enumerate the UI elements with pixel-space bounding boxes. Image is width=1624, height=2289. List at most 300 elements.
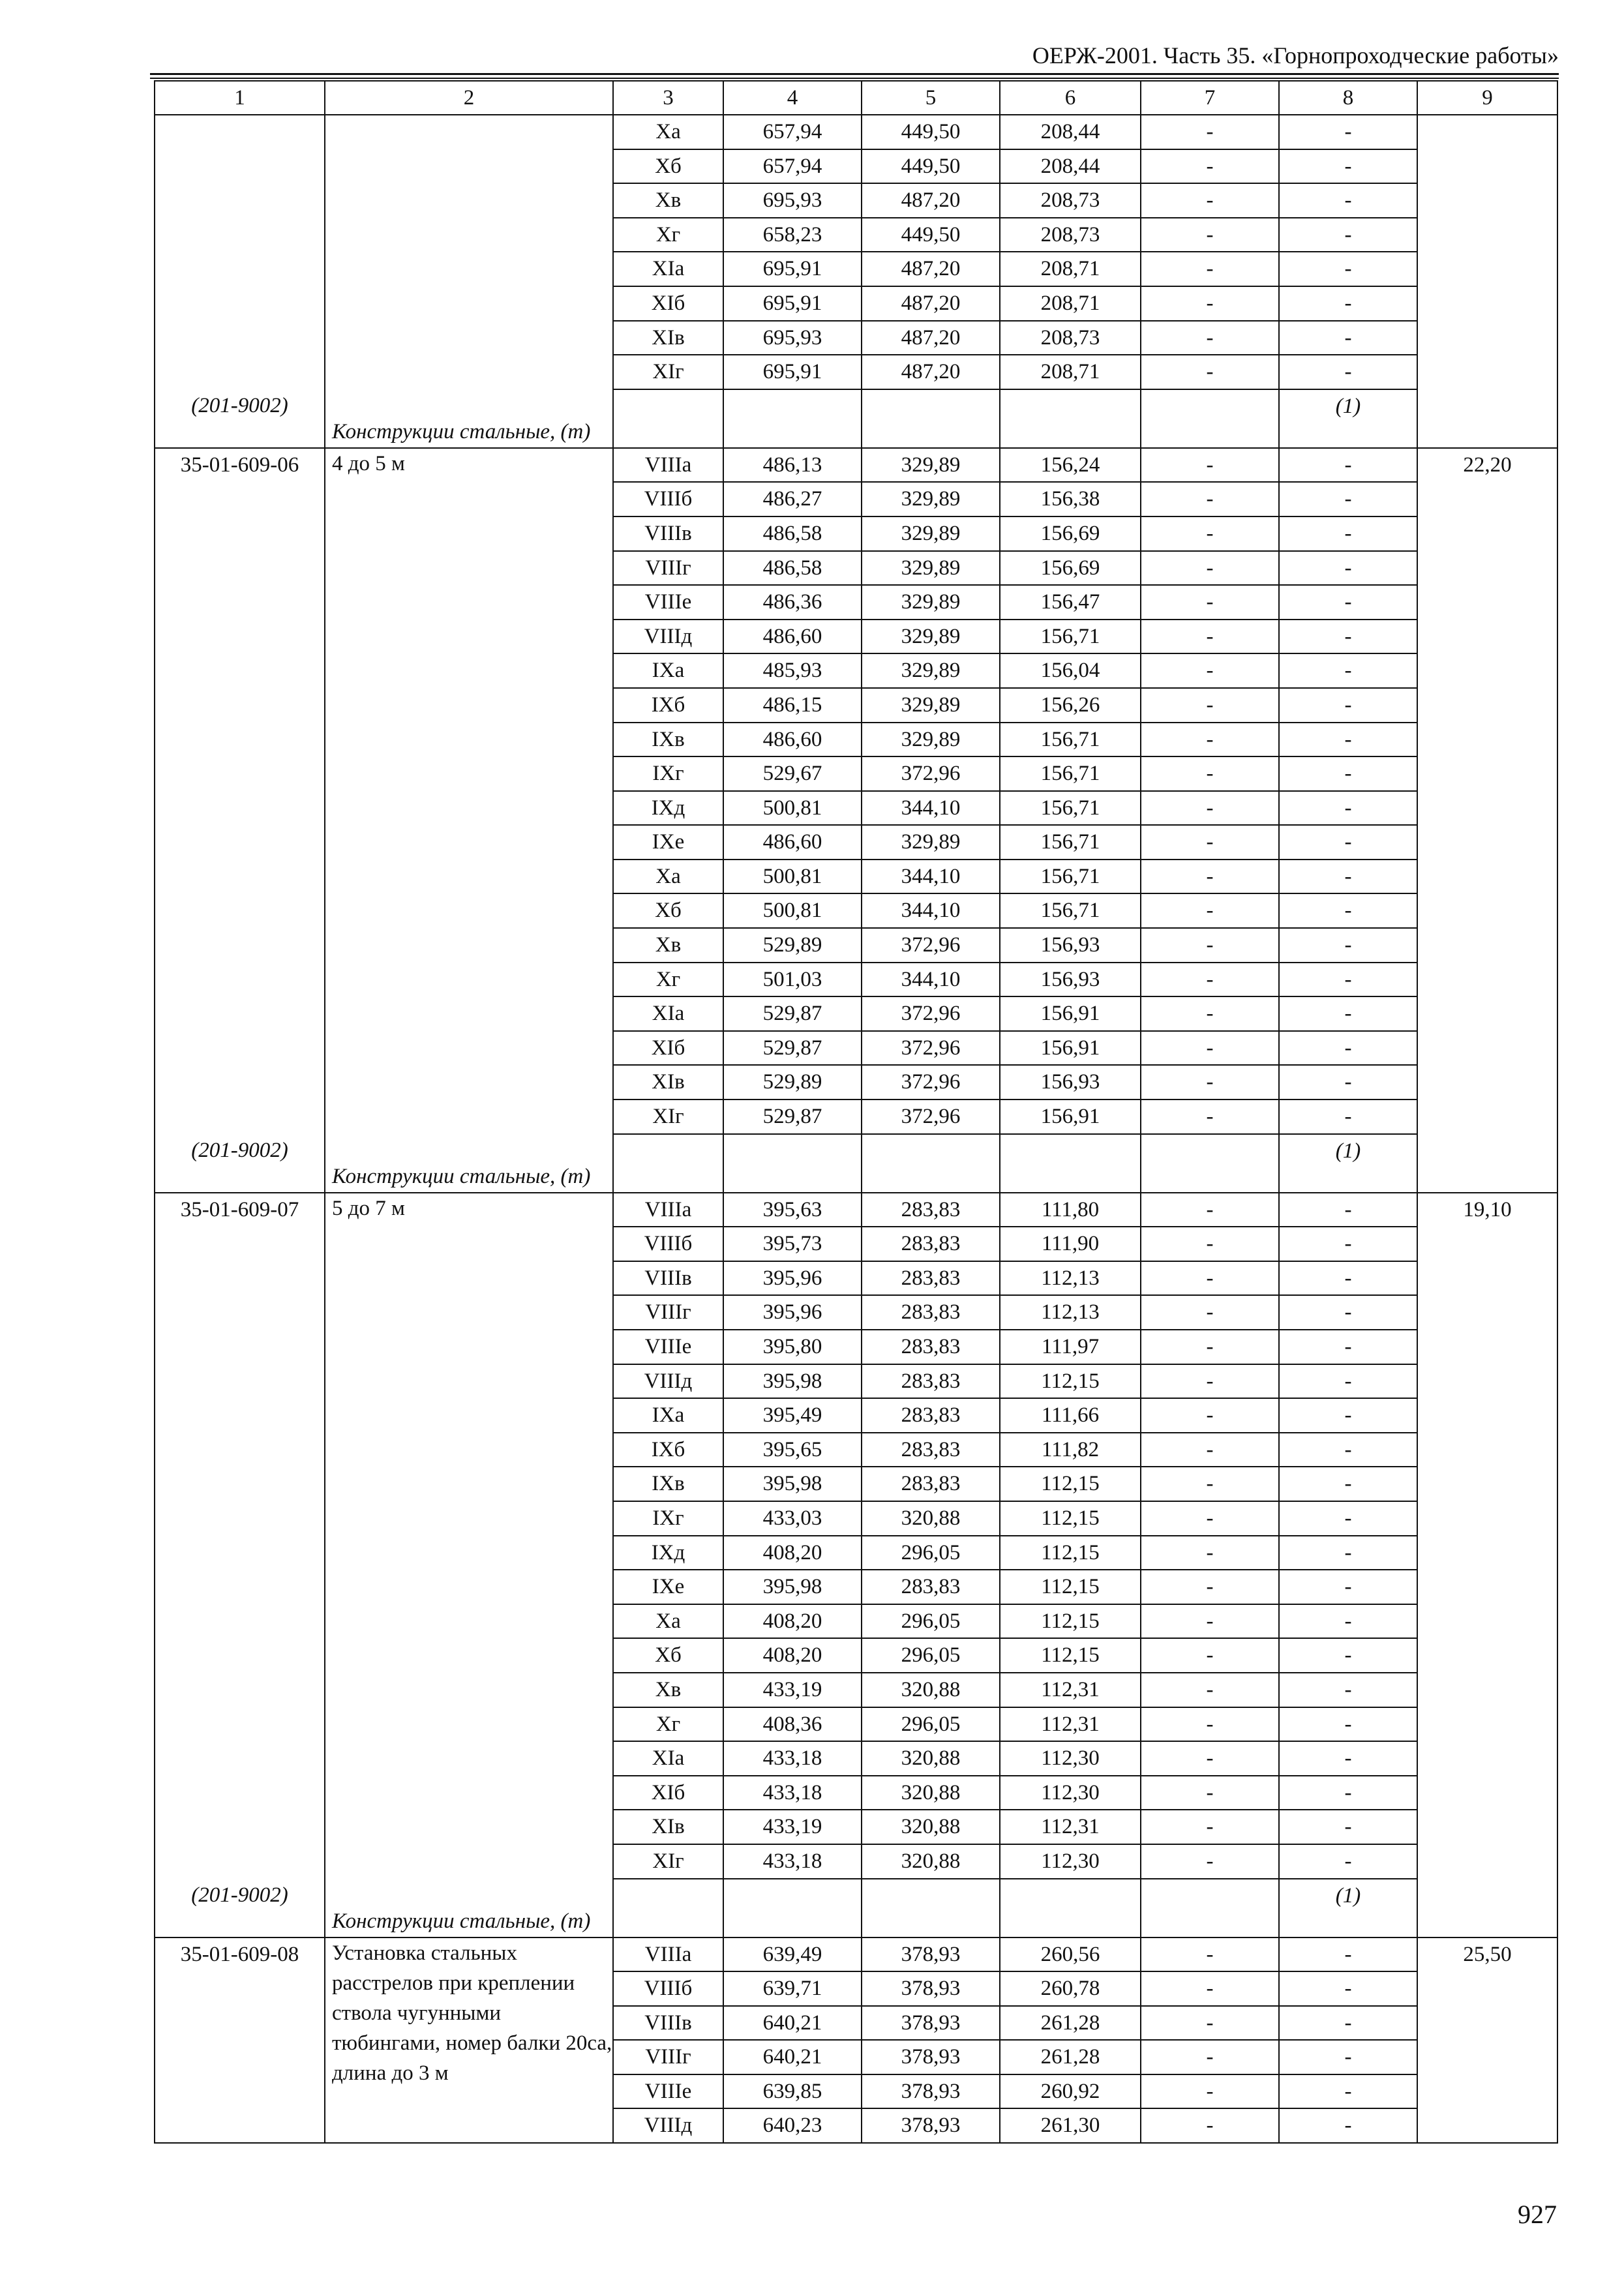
table-cell-c8: - bbox=[1279, 860, 1417, 894]
table-cell-c4: 485,93 bbox=[723, 653, 862, 688]
table-cell-c4: 529,87 bbox=[723, 1100, 862, 1134]
table-cell-c7: - bbox=[1141, 1971, 1279, 2006]
table-cell-c6: 208,73 bbox=[1000, 218, 1141, 252]
table-cell-c3: Xа bbox=[613, 1604, 723, 1639]
table-cell-c6: 156,71 bbox=[1000, 860, 1141, 894]
table-cell-c4: 486,58 bbox=[723, 516, 862, 551]
table-cell-c6: 208,71 bbox=[1000, 252, 1141, 286]
entry-name-cell bbox=[325, 1937, 613, 2144]
table-cell-c6: 156,71 bbox=[1000, 825, 1141, 860]
table-cell-c8: - bbox=[1279, 286, 1417, 321]
table-cell-c8: - bbox=[1279, 551, 1417, 586]
table-cell-c8: - bbox=[1279, 1604, 1417, 1639]
entry-rate-cell: 19,10 bbox=[1417, 1193, 1557, 1937]
table-cell-c4: 640,21 bbox=[723, 2006, 862, 2041]
table-cell-c3: XIв bbox=[613, 1810, 723, 1844]
table-cell-c3: XIа bbox=[613, 996, 723, 1031]
table-cell-c7: - bbox=[1141, 620, 1279, 654]
table-cell-c3: XIг bbox=[613, 1100, 723, 1134]
table-cell-c7: - bbox=[1141, 551, 1279, 586]
column-number: 4 bbox=[723, 81, 862, 115]
table-cell-c8: - bbox=[1279, 2040, 1417, 2074]
column-number: 3 bbox=[613, 81, 723, 115]
table-cell-c5: 320,88 bbox=[862, 1810, 1000, 1844]
table-cell-c6: 156,71 bbox=[1000, 723, 1141, 757]
table-cell-c5: 329,89 bbox=[862, 482, 1000, 516]
table-cell-c6: 260,92 bbox=[1000, 2074, 1141, 2109]
table-cell-c3: IXг bbox=[613, 756, 723, 791]
entry-rate-cell bbox=[1417, 115, 1557, 448]
table-cell-c3: XIб bbox=[613, 286, 723, 321]
table-cell-c7: - bbox=[1141, 1707, 1279, 1742]
table-cell-c8: - bbox=[1279, 1227, 1417, 1261]
table-cell-c7: - bbox=[1141, 1100, 1279, 1134]
table-cell-c6: 156,47 bbox=[1000, 585, 1141, 620]
table-cell-c3: Xг bbox=[613, 963, 723, 997]
table-cell-c6: 111,80 bbox=[1000, 1193, 1141, 1227]
table-cell-c6: 112,15 bbox=[1000, 1536, 1141, 1570]
table-cell-c6: 111,82 bbox=[1000, 1433, 1141, 1467]
table-cell-c8: - bbox=[1279, 1330, 1417, 1364]
table-cell-c6: 112,15 bbox=[1000, 1604, 1141, 1639]
table-cell-c7: - bbox=[1141, 1193, 1279, 1227]
table-cell-c5: 344,10 bbox=[862, 963, 1000, 997]
table-cell-empty bbox=[862, 1879, 1000, 1937]
table-cell-c4: 486,27 bbox=[723, 482, 862, 516]
table-cell-c6: 156,71 bbox=[1000, 756, 1141, 791]
table-cell-c7: - bbox=[1141, 893, 1279, 928]
table-cell-c7: - bbox=[1141, 1844, 1279, 1879]
table-cell-c5: 296,05 bbox=[862, 1638, 1000, 1673]
table-cell-c4: 395,73 bbox=[723, 1227, 862, 1261]
price-table bbox=[154, 80, 1558, 2144]
table-cell-c7: - bbox=[1141, 1330, 1279, 1364]
table-cell-c7: - bbox=[1141, 183, 1279, 218]
table-cell-c7: - bbox=[1141, 791, 1279, 826]
table-cell-c4: 395,80 bbox=[723, 1330, 862, 1364]
table-cell-c5: 329,89 bbox=[862, 653, 1000, 688]
table-cell-c3: XIв bbox=[613, 321, 723, 355]
construction-name: Конструкции стальные, (т) bbox=[332, 419, 591, 443]
entry-name-cell bbox=[325, 115, 613, 448]
table-cell-c4: 408,20 bbox=[723, 1604, 862, 1639]
table-cell-c4: 695,93 bbox=[723, 183, 862, 218]
table-cell-c5: 487,20 bbox=[862, 355, 1000, 389]
table-cell-c7: - bbox=[1141, 860, 1279, 894]
table-cell-c6: 156,69 bbox=[1000, 551, 1141, 586]
table-cell-c8: - bbox=[1279, 1261, 1417, 1296]
table-cell-c6: 156,93 bbox=[1000, 1065, 1141, 1100]
table-cell-c8: - bbox=[1279, 115, 1417, 149]
table-cell-c3: Xв bbox=[613, 183, 723, 218]
table-cell-c5: 283,83 bbox=[862, 1570, 1000, 1604]
table-cell-empty bbox=[613, 1134, 723, 1193]
construction-code: (201-9002) bbox=[191, 394, 288, 418]
table-cell-c3: XIб bbox=[613, 1776, 723, 1810]
table-cell-c3: XIа bbox=[613, 1741, 723, 1776]
column-number: 7 bbox=[1141, 81, 1279, 115]
table-cell-c3: Xб bbox=[613, 893, 723, 928]
table-cell-c4: 640,21 bbox=[723, 2040, 862, 2074]
table-cell-c4: 695,91 bbox=[723, 355, 862, 389]
table-cell-c6: 156,91 bbox=[1000, 1031, 1141, 1066]
table-cell-c5: 378,93 bbox=[862, 2108, 1000, 2143]
table-cell-c4: 408,20 bbox=[723, 1638, 862, 1673]
table-cell-c5: 372,96 bbox=[862, 928, 1000, 963]
entry-name-cell bbox=[325, 1193, 613, 1937]
column-number: 9 bbox=[1417, 81, 1557, 115]
construction-name: Конструкции стальные, (т) bbox=[332, 1164, 591, 1188]
table-cell-c4: 639,49 bbox=[723, 1937, 862, 1972]
table-cell-c5: 344,10 bbox=[862, 860, 1000, 894]
table-cell-c6: 260,78 bbox=[1000, 1971, 1141, 2006]
table-cell-c5: 449,50 bbox=[862, 115, 1000, 149]
table-cell-c8: - bbox=[1279, 1193, 1417, 1227]
table-cell-c8: - bbox=[1279, 2108, 1417, 2143]
table-cell-c3: Xв bbox=[613, 928, 723, 963]
table-cell-c3: XIв bbox=[613, 1065, 723, 1100]
table-cell-c4: 395,98 bbox=[723, 1364, 862, 1399]
table-cell-c4: 395,96 bbox=[723, 1261, 862, 1296]
table-cell-c8: - bbox=[1279, 1810, 1417, 1844]
table-cell-c8: - bbox=[1279, 1433, 1417, 1467]
table-cell-empty bbox=[1141, 1134, 1279, 1193]
table-cell-c8: - bbox=[1279, 1570, 1417, 1604]
table-cell-c8: - bbox=[1279, 321, 1417, 355]
table-cell-empty bbox=[862, 1134, 1000, 1193]
table-cell-c5: 372,96 bbox=[862, 756, 1000, 791]
table-cell-empty bbox=[613, 1879, 723, 1937]
table-cell-c3: XIг bbox=[613, 1844, 723, 1879]
table-cell-c8: - bbox=[1279, 963, 1417, 997]
table-cell-c7: - bbox=[1141, 1364, 1279, 1399]
table-cell-c7: - bbox=[1141, 115, 1279, 149]
table-cell-c5: 487,20 bbox=[862, 321, 1000, 355]
table-cell-c4: 395,63 bbox=[723, 1193, 862, 1227]
table-cell-c4: 640,23 bbox=[723, 2108, 862, 2143]
table-cell-c7: - bbox=[1141, 1398, 1279, 1433]
table-cell-empty bbox=[723, 1879, 862, 1937]
table-cell-c6: 156,26 bbox=[1000, 688, 1141, 723]
table-cell-c8: - bbox=[1279, 1707, 1417, 1742]
table-cell-c7: - bbox=[1141, 482, 1279, 516]
table-cell-c5: 283,83 bbox=[862, 1467, 1000, 1501]
column-number: 1 bbox=[155, 81, 325, 115]
entry-code-cell bbox=[155, 1937, 325, 2144]
table-cell-c7: - bbox=[1141, 1065, 1279, 1100]
table-cell-c8: - bbox=[1279, 1638, 1417, 1673]
entry-name: 4 до 5 м bbox=[332, 451, 405, 475]
table-cell-c5: 329,89 bbox=[862, 516, 1000, 551]
table-cell-c5: 283,83 bbox=[862, 1261, 1000, 1296]
table-cell-c4: 486,13 bbox=[723, 448, 862, 483]
table-cell-c6: 156,91 bbox=[1000, 1100, 1141, 1134]
table-cell-c3: IXб bbox=[613, 1433, 723, 1467]
table-cell-c6: 261,28 bbox=[1000, 2006, 1141, 2041]
construction-code: (201-9002) bbox=[191, 1139, 288, 1163]
table-cell-c8: - bbox=[1279, 653, 1417, 688]
table-cell-c8: - bbox=[1279, 1065, 1417, 1100]
table-cell-c4: 486,60 bbox=[723, 620, 862, 654]
table-cell-c6: 111,90 bbox=[1000, 1227, 1141, 1261]
table-cell-c4: 501,03 bbox=[723, 963, 862, 997]
column-number: 2 bbox=[325, 81, 613, 115]
table-cell-c3: Xа bbox=[613, 860, 723, 894]
table-cell-c8: - bbox=[1279, 1031, 1417, 1066]
table-cell-c6: 261,30 bbox=[1000, 2108, 1141, 2143]
table-cell-c6: 112,15 bbox=[1000, 1638, 1141, 1673]
table-cell-c3: VIIIг bbox=[613, 1295, 723, 1330]
table-cell-c6: 156,38 bbox=[1000, 482, 1141, 516]
table-cell-c3: VIIIд bbox=[613, 1364, 723, 1399]
table-cell-c6: 156,91 bbox=[1000, 996, 1141, 1031]
table-cell-empty bbox=[613, 389, 723, 448]
table-cell-c3: VIIIв bbox=[613, 1261, 723, 1296]
table-cell-c5: 372,96 bbox=[862, 1031, 1000, 1066]
table-cell-c4: 529,67 bbox=[723, 756, 862, 791]
table-cell-c3: IXв bbox=[613, 723, 723, 757]
table-cell-c5: 296,05 bbox=[862, 1604, 1000, 1639]
table-row bbox=[155, 448, 1557, 483]
table-cell-c4: 395,98 bbox=[723, 1467, 862, 1501]
table-cell-c5: 372,96 bbox=[862, 996, 1000, 1031]
table-cell-c4: 695,93 bbox=[723, 321, 862, 355]
table-cell-c3: IXд bbox=[613, 1536, 723, 1570]
table-cell-c8: - bbox=[1279, 482, 1417, 516]
table-cell-c7: - bbox=[1141, 1536, 1279, 1570]
table-cell-c7: - bbox=[1141, 448, 1279, 483]
table-cell-c5: 329,89 bbox=[862, 551, 1000, 586]
construction-note: (1) bbox=[1279, 1134, 1417, 1193]
entry-name-cell bbox=[325, 448, 613, 1193]
table-cell-c3: VIIIа bbox=[613, 1193, 723, 1227]
table-cell-c8: - bbox=[1279, 355, 1417, 389]
table-cell-c5: 344,10 bbox=[862, 791, 1000, 826]
table-cell-c7: - bbox=[1141, 1810, 1279, 1844]
table-cell-empty bbox=[1000, 1134, 1141, 1193]
table-cell-c3: IXв bbox=[613, 1467, 723, 1501]
entry-name: Установка стальных расстрелов при креплении ствола чугунными тюбингами, номер балки 20са, длина до 3 м bbox=[332, 1941, 612, 2085]
entry-rate-cell: 22,20 bbox=[1417, 448, 1557, 1193]
table-cell-c4: 695,91 bbox=[723, 286, 862, 321]
page-number: 927 bbox=[1518, 2200, 1557, 2229]
construction-code: (201-9002) bbox=[191, 1883, 288, 1907]
table-cell-c4: 500,81 bbox=[723, 893, 862, 928]
table-cell-c5: 378,93 bbox=[862, 2006, 1000, 2041]
table-cell-c8: - bbox=[1279, 252, 1417, 286]
table-cell-c7: - bbox=[1141, 928, 1279, 963]
table-cell-c8: - bbox=[1279, 1937, 1417, 1972]
table-cell-c6: 111,97 bbox=[1000, 1330, 1141, 1364]
table-cell-empty bbox=[723, 389, 862, 448]
table-cell-c8: - bbox=[1279, 1295, 1417, 1330]
table-cell-c3: IXд bbox=[613, 791, 723, 826]
table-cell-c4: 657,94 bbox=[723, 115, 862, 149]
table-cell-c5: 449,50 bbox=[862, 218, 1000, 252]
table-row bbox=[155, 1193, 1557, 1227]
table-cell-c7: - bbox=[1141, 1604, 1279, 1639]
table-cell-c6: 112,15 bbox=[1000, 1570, 1141, 1604]
table-cell-c4: 529,89 bbox=[723, 928, 862, 963]
table-cell-c6: 112,31 bbox=[1000, 1707, 1141, 1742]
table-cell-c3: VIIIв bbox=[613, 2006, 723, 2041]
table-cell-c7: - bbox=[1141, 1937, 1279, 1972]
table-cell-c3: IXг bbox=[613, 1501, 723, 1536]
table-cell-c5: 283,83 bbox=[862, 1295, 1000, 1330]
table-cell-c8: - bbox=[1279, 183, 1417, 218]
header-rule-top bbox=[150, 73, 1559, 75]
table-cell-c8: - bbox=[1279, 825, 1417, 860]
table-cell-c4: 408,36 bbox=[723, 1707, 862, 1742]
table-cell-c8: - bbox=[1279, 756, 1417, 791]
table-cell-c7: - bbox=[1141, 1673, 1279, 1707]
column-number: 8 bbox=[1279, 81, 1417, 115]
table-cell-c4: 486,58 bbox=[723, 551, 862, 586]
table-cell-c4: 433,19 bbox=[723, 1673, 862, 1707]
table-cell-c8: - bbox=[1279, 620, 1417, 654]
table-cell-c7: - bbox=[1141, 756, 1279, 791]
table-cell-c8: - bbox=[1279, 585, 1417, 620]
table-cell-empty bbox=[723, 1134, 862, 1193]
table-cell-c8: - bbox=[1279, 723, 1417, 757]
table-cell-c8: - bbox=[1279, 928, 1417, 963]
table-cell-c7: - bbox=[1141, 1467, 1279, 1501]
table-cell-c7: - bbox=[1141, 252, 1279, 286]
table-cell-c5: 296,05 bbox=[862, 1707, 1000, 1742]
table-cell-c4: 529,87 bbox=[723, 996, 862, 1031]
table-cell-c8: - bbox=[1279, 1776, 1417, 1810]
entry-code-cell bbox=[155, 448, 325, 1193]
table-cell-c6: 208,44 bbox=[1000, 115, 1141, 149]
table-cell-c3: VIIIв bbox=[613, 516, 723, 551]
table-cell-c6: 112,15 bbox=[1000, 1364, 1141, 1399]
table-cell-c3: VIIIа bbox=[613, 1937, 723, 1972]
table-cell-c4: 657,94 bbox=[723, 149, 862, 184]
table-cell-c7: - bbox=[1141, 2074, 1279, 2109]
table-cell-c4: 395,96 bbox=[723, 1295, 862, 1330]
table-cell-c8: - bbox=[1279, 1844, 1417, 1879]
table-cell-c4: 433,18 bbox=[723, 1741, 862, 1776]
entry-code-cell bbox=[155, 115, 325, 448]
table-cell-c7: - bbox=[1141, 1741, 1279, 1776]
table-cell-c4: 639,85 bbox=[723, 2074, 862, 2109]
table-cell-c3: IXе bbox=[613, 825, 723, 860]
table-cell-c8: - bbox=[1279, 2074, 1417, 2109]
table-cell-c3: VIIIа bbox=[613, 448, 723, 483]
table-cell-c3: IXа bbox=[613, 653, 723, 688]
table-cell-c5: 320,88 bbox=[862, 1776, 1000, 1810]
table-cell-c4: 639,71 bbox=[723, 1971, 862, 2006]
table-cell-c3: VIIIе bbox=[613, 2074, 723, 2109]
table-cell-c5: 283,83 bbox=[862, 1364, 1000, 1399]
table-cell-c7: - bbox=[1141, 653, 1279, 688]
table-cell-c3: IXа bbox=[613, 1398, 723, 1433]
table-cell-c6: 112,31 bbox=[1000, 1810, 1141, 1844]
table-cell-c6: 208,73 bbox=[1000, 321, 1141, 355]
table-cell-c8: - bbox=[1279, 2006, 1417, 2041]
table-cell-c6: 112,15 bbox=[1000, 1501, 1141, 1536]
table-cell-c8: - bbox=[1279, 1741, 1417, 1776]
construction-note: (1) bbox=[1279, 1879, 1417, 1937]
table-cell-c6: 156,71 bbox=[1000, 620, 1141, 654]
table-cell-c6: 111,66 bbox=[1000, 1398, 1141, 1433]
table-cell-c5: 283,83 bbox=[862, 1433, 1000, 1467]
table-cell-c8: - bbox=[1279, 149, 1417, 184]
table-cell-c5: 487,20 bbox=[862, 286, 1000, 321]
table-cell-c7: - bbox=[1141, 1227, 1279, 1261]
table-cell-c7: - bbox=[1141, 2006, 1279, 2041]
table-cell-c4: 500,81 bbox=[723, 791, 862, 826]
table-cell-c8: - bbox=[1279, 1467, 1417, 1501]
table-cell-c7: - bbox=[1141, 1433, 1279, 1467]
table-cell-c7: - bbox=[1141, 1261, 1279, 1296]
table-cell-c8: - bbox=[1279, 1100, 1417, 1134]
entry-name: 5 до 7 м bbox=[332, 1196, 405, 1220]
table-cell-c5: 329,89 bbox=[862, 825, 1000, 860]
table-cell-c4: 486,60 bbox=[723, 825, 862, 860]
header-rule-bottom bbox=[150, 78, 1559, 79]
table-cell-c7: - bbox=[1141, 585, 1279, 620]
table-cell-c6: 112,31 bbox=[1000, 1673, 1141, 1707]
construction-note: (1) bbox=[1279, 389, 1417, 448]
table-cell-c3: XIг bbox=[613, 355, 723, 389]
table-cell-c6: 156,04 bbox=[1000, 653, 1141, 688]
table-cell-c3: XIб bbox=[613, 1031, 723, 1066]
table-cell-c7: - bbox=[1141, 723, 1279, 757]
table-cell-c8: - bbox=[1279, 448, 1417, 483]
table-cell-c4: 433,03 bbox=[723, 1501, 862, 1536]
table-cell-c4: 486,36 bbox=[723, 585, 862, 620]
table-cell-c7: - bbox=[1141, 1570, 1279, 1604]
table-cell-c4: 395,65 bbox=[723, 1433, 862, 1467]
entry-code: 35-01-609-07 bbox=[180, 1197, 299, 1221]
table-cell-c3: VIIIб bbox=[613, 1971, 723, 2006]
table-cell-c4: 433,19 bbox=[723, 1810, 862, 1844]
table-cell-c4: 529,89 bbox=[723, 1065, 862, 1100]
table-cell-c6: 112,30 bbox=[1000, 1776, 1141, 1810]
table-cell-c6: 112,13 bbox=[1000, 1295, 1141, 1330]
table-cell-c7: - bbox=[1141, 516, 1279, 551]
table-cell-c3: IXе bbox=[613, 1570, 723, 1604]
table-cell-c8: - bbox=[1279, 1536, 1417, 1570]
table-cell-c6: 156,93 bbox=[1000, 928, 1141, 963]
table-cell-c4: 486,15 bbox=[723, 688, 862, 723]
table-cell-c5: 320,88 bbox=[862, 1741, 1000, 1776]
table-cell-c8: - bbox=[1279, 1364, 1417, 1399]
column-number: 6 bbox=[1000, 81, 1141, 115]
table-cell-c3: Xа bbox=[613, 115, 723, 149]
table-cell-c8: - bbox=[1279, 791, 1417, 826]
table-cell-empty bbox=[1141, 1879, 1279, 1937]
table-cell-c5: 372,96 bbox=[862, 1065, 1000, 1100]
table-cell-c7: - bbox=[1141, 1776, 1279, 1810]
table-cell-c5: 329,89 bbox=[862, 448, 1000, 483]
table-cell-c7: - bbox=[1141, 688, 1279, 723]
column-number: 5 bbox=[862, 81, 1000, 115]
table-cell-c5: 329,89 bbox=[862, 620, 1000, 654]
table-cell-c7: - bbox=[1141, 355, 1279, 389]
table-cell-c6: 261,28 bbox=[1000, 2040, 1141, 2074]
table-cell-c5: 344,10 bbox=[862, 893, 1000, 928]
table-cell-c4: 433,18 bbox=[723, 1844, 862, 1879]
entry-code: 35-01-609-08 bbox=[180, 1942, 299, 1966]
table-cell-c8: - bbox=[1279, 516, 1417, 551]
table-cell-c3: VIIIд bbox=[613, 620, 723, 654]
table-cell-c6: 112,30 bbox=[1000, 1741, 1141, 1776]
table-cell-c6: 156,71 bbox=[1000, 893, 1141, 928]
table-cell-c8: - bbox=[1279, 218, 1417, 252]
table-cell-c6: 156,93 bbox=[1000, 963, 1141, 997]
